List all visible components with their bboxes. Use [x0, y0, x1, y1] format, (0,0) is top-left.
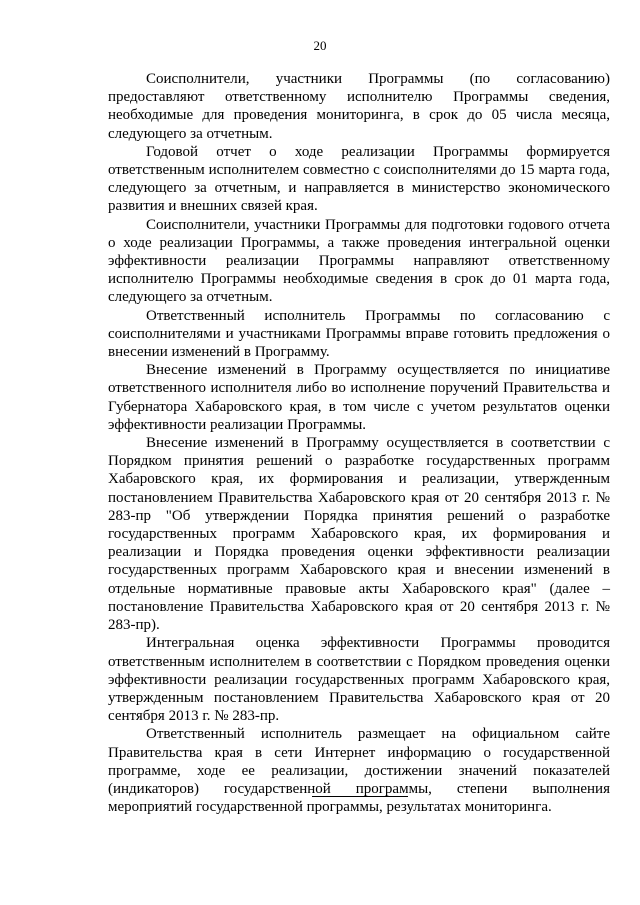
page-number: 20: [313, 38, 327, 53]
paragraph-integral-evaluation: Интегральная оценка эффективности Программы проводится ответственным исполнителем в соответствии с Порядком проведения оценки эффективности реализации государственных программ Хабаровского края, утвержденным постановлением Правительства Хабаровского края от 20 сентября 2013 г. № 283-пр.: [108, 635, 610, 725]
end-separator-line: [312, 796, 408, 797]
paragraph-monitoring-data: Соисполнители, участники Программы (по согласованию) предоставляют ответственному исполнителю Программы сведения, необходимые для проведения мониторинга, в срок до 05 числа месяца, следующего за отчетным.: [108, 71, 610, 142]
paragraph-publication: Ответственный исполнитель размещает на официальном сайте Правительства края в сети Интернет информацию о государственной программе, ходе ее реализации, достижении значений показателей (индикаторов) государственной программы, степени выполнения мероприятий государственной программы, результатах мониторинга.: [108, 726, 610, 816]
paragraph-change-procedure: Внесение изменений в Программу осуществляется в соответствии с Порядком принятия решений о разработке государственных программ Хабаровского края, их формирования и реализации, утвержденным постановлением Правительства Хабаровского края от 20 сентября 2013 г. № 283-пр "Об утверждении Порядка принятия решений о разработке государственных программ Хабаровского края, их формирования и реализации и Порядка проведения оценки эффективности реализации государственных программ Хабаровского края и внесении изменений в отдельные нормативные правовые акты Хабаровского края" (далее – постановление Правительства Хабаровского края от 20 сентября 2013 г. № 283-пр).: [108, 435, 610, 634]
document-body: [108, 70, 610, 816]
paragraph-change-proposals: Ответственный исполнитель Программы по согласованию с соисполнителями и участниками Программы вправе готовить предложения о внесении изменений в Программу.: [108, 307, 610, 361]
paragraph-change-initiative: Внесение изменений в Программу осуществляется по инициативе ответственного исполнителя либо во исполнение поручений Правительства и Губернатора Хабаровского края, в том числе с учетом результатов оценки эффективности реализации Программы.: [108, 362, 610, 433]
paragraph-annual-report: Годовой отчет о ходе реализации Программы формируется ответственным исполнителем совместно с соисполнителями до 15 марта года, следующего за отчетным, и направляется в министерство экономического развития и внешних связей края.: [108, 143, 610, 215]
paragraph-annual-report-inputs: Соисполнители, участники Программы для подготовки годового отчета о ходе реализации Программы, а также проведения интегральной оценки эффективности реализации Программы направляют ответственному исполнителю Программы необходимые сведения в срок до 01 марта года, следующего за отчетным.: [108, 216, 610, 306]
